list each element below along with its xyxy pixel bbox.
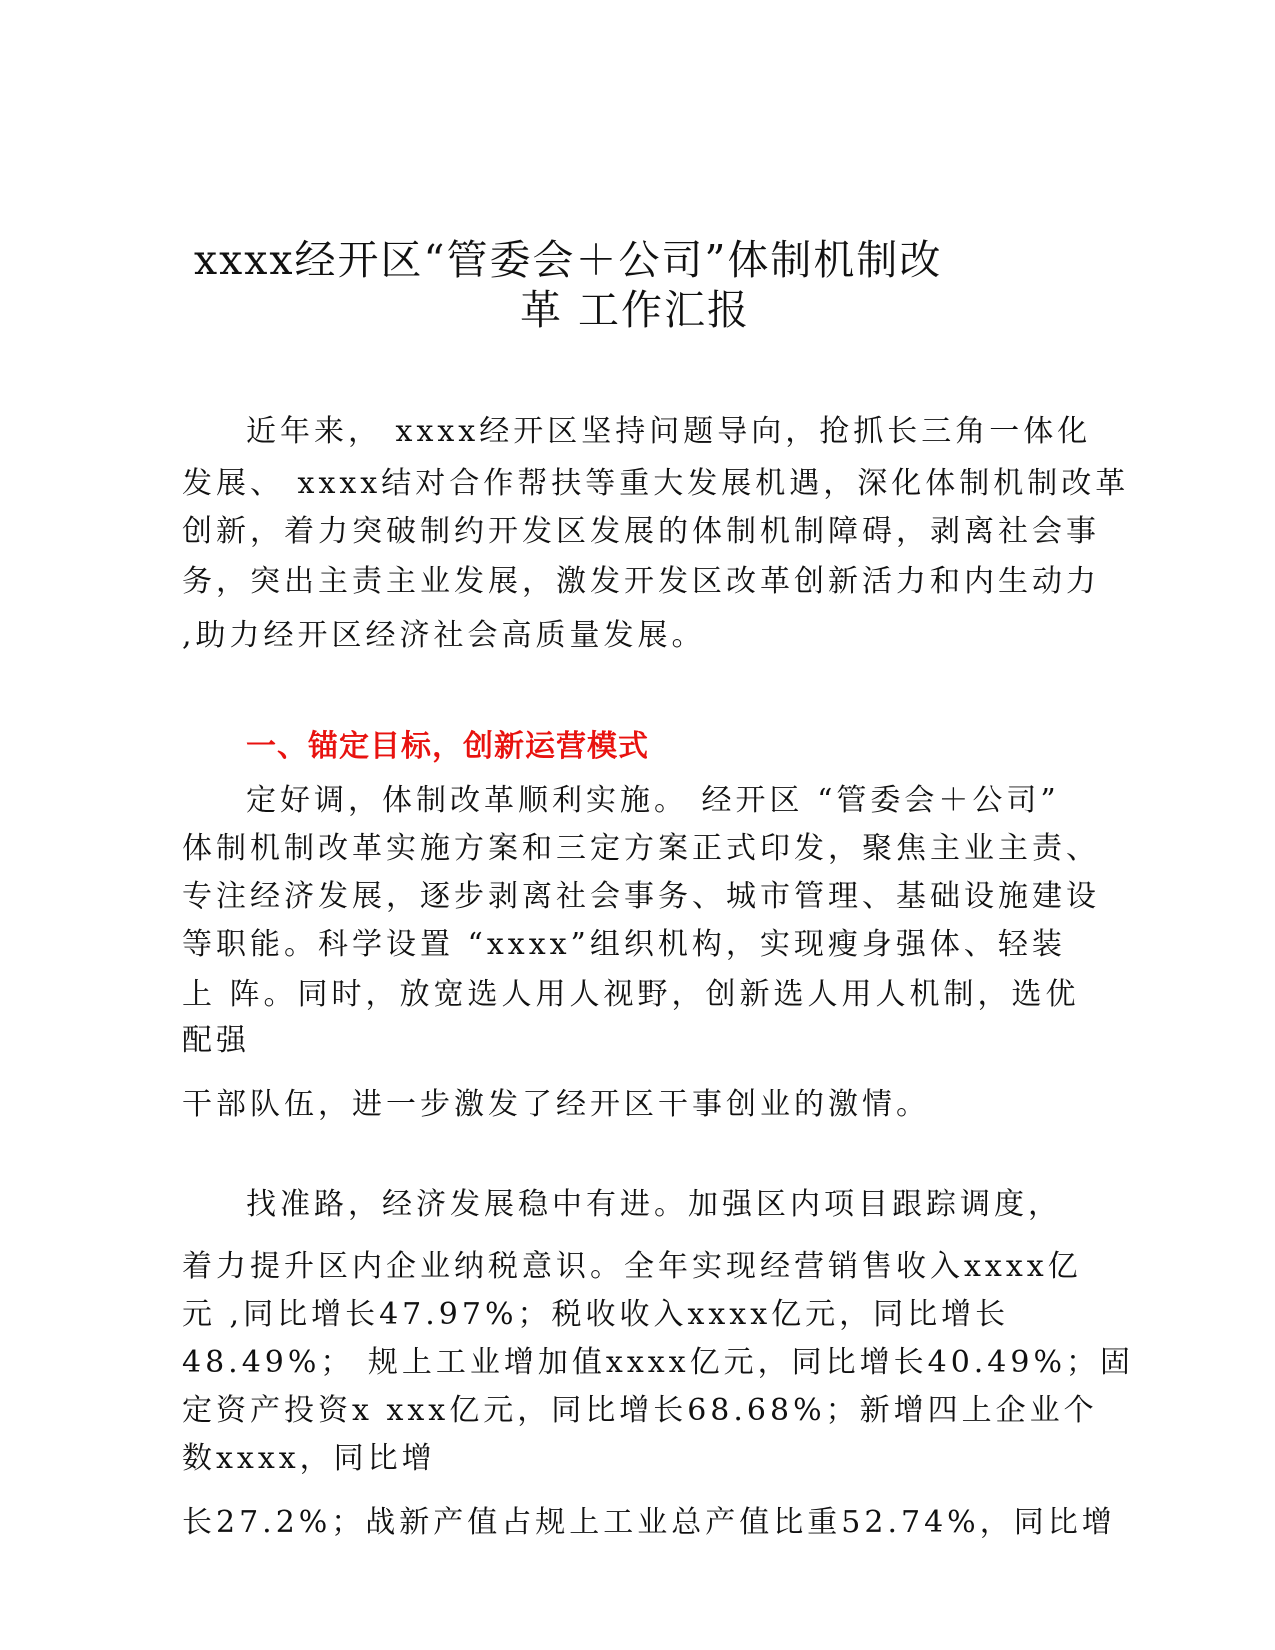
document-title-line-1: xxxx经开区“管委会＋公司”体制机制改 — [194, 236, 943, 284]
intro-line-4: 务，突出主责主业发展，激发开发区改革创新活力和内生动力 — [182, 564, 1100, 599]
para-one-continuation: 干部队伍，进一步激发了经开区干事创业的激情。 — [182, 1087, 930, 1122]
para-two-line-4: 48.49%； 规上工业增加值xxxx亿元，同比增长40.49%；固 — [182, 1345, 1134, 1380]
section-one-heading: 一、锚定目标，创新运营模式 — [246, 729, 649, 764]
para-one-line-3: 专注经济发展，逐步剥离社会事务、城市管理、基础设施建设 — [182, 879, 1100, 914]
para-two-continuation: 长27.2%；战新产值占规上工业总产值比重52.74%，同比增 — [182, 1505, 1116, 1540]
para-two-line-3: 元 ,同比增长47.97%；税收收入xxxx亿元，同比增长 — [182, 1297, 1010, 1332]
para-one-line-6: 配强 — [182, 1023, 250, 1058]
para-one-line-2: 体制机制改革实施方案和三定方案正式印发，聚焦主业主责、 — [182, 831, 1100, 866]
para-one-line-4: 等职能。科学设置 “xxxx”组织机构，实现瘦身强体、轻装 — [182, 927, 1066, 962]
para-one-line-1: 定好调，体制改革顺利实施。 经开区 “管委会＋公司” — [246, 783, 1060, 818]
para-two-line-5: 定资产投资x xxx亿元，同比增长68.68%；新增四上企业个 — [182, 1393, 1098, 1428]
para-one-line-5: 上 阵。同时，放宽选人用人视野，创新选人用人机制，选优 — [182, 977, 1080, 1012]
intro-line-5: ,助力经开区经济社会高质量发展。 — [182, 618, 706, 653]
para-two-line-2: 着力提升区内企业纳税意识。全年实现经营销售收入xxxx亿 — [182, 1249, 1082, 1284]
intro-line-3: 创新，着力突破制约开发区发展的体制机制障碍，剥离社会事 — [182, 514, 1100, 549]
para-two-line-6: 数xxxx，同比增 — [182, 1441, 436, 1476]
intro-line-1: 近年来， xxxx经开区坚持问题导向，抢抓长三角一体化 — [246, 414, 1092, 449]
intro-line-2: 发展、 xxxx结对合作帮扶等重大发展机遇，深化体制机制改革 — [182, 466, 1130, 501]
document-title-line-2: 革 工作汇报 — [520, 286, 751, 334]
para-two-line-1: 找准路，经济发展稳中有进。加强区内项目跟踪调度， — [246, 1187, 1062, 1222]
